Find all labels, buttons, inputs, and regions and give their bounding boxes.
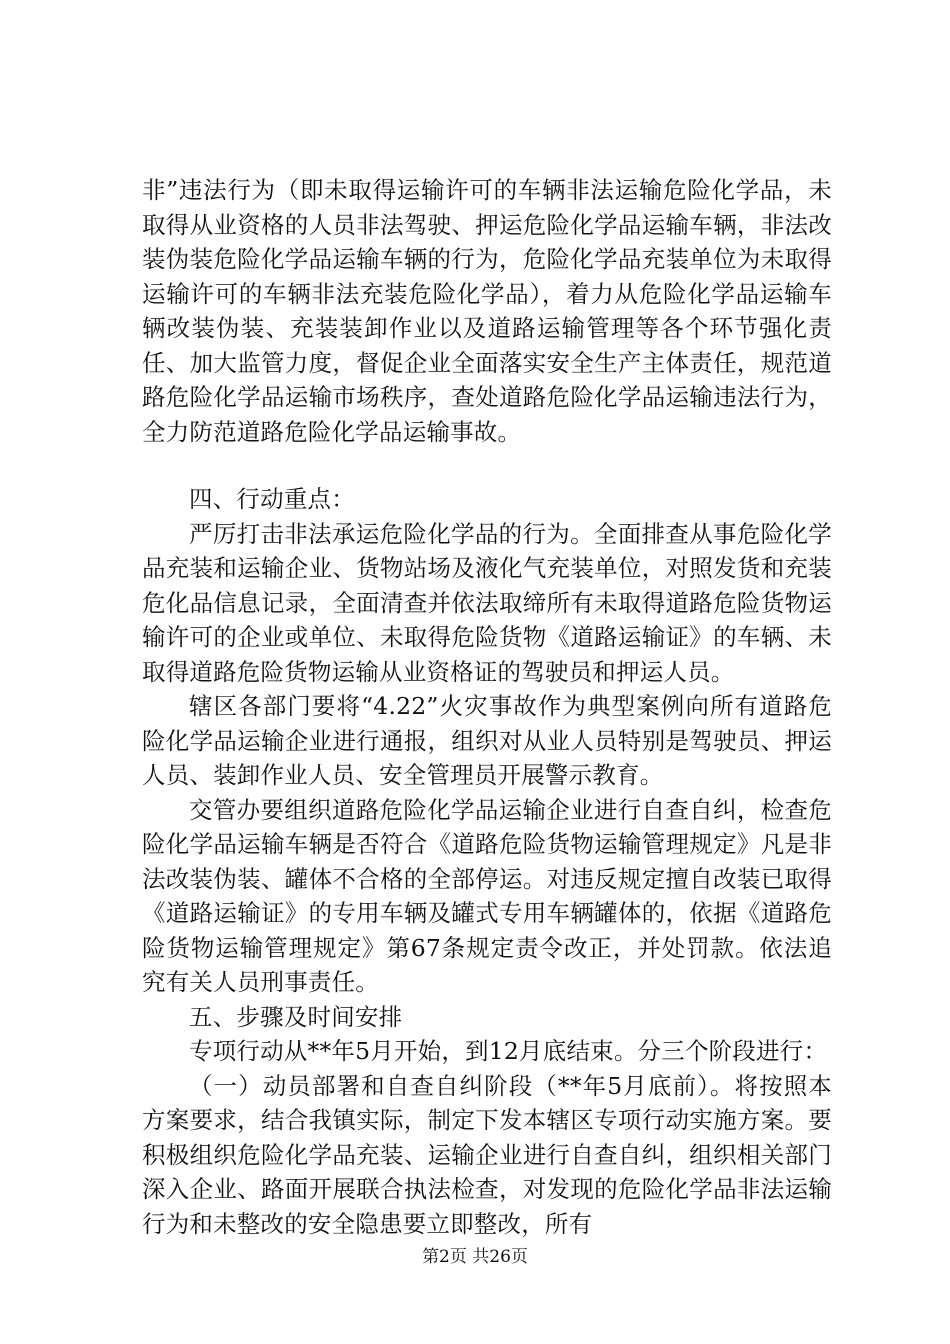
paragraph-gap xyxy=(142,449,832,482)
paragraph-schedule-overview: 专项行动从**年5月开始，到12月底结束。分三个阶段进行： xyxy=(189,1037,828,1065)
paragraph-intro-continued: 非”违法行为（即未取得运输许可的车辆非法运输危险化学品，未取得从业资格的人员非法驾驶、押运危险化学品运输车辆，非法改装伪装危险化学品运输车辆的行为，危险化学品充装单位为未取得运输许可的车辆非法充装危险化学品），着力从危险化学品运输车辆改装伪装、充装装卸作业以及道路运输管理等各个环节强化责任、加大监管力度，督促企业全面落实安全生产主体责任，规范道路危险化学品运输市场秩序，查处道路危险化学品运输违法行为，全力防范道路危险化学品运输事故。 xyxy=(142,176,832,446)
paragraph-crackdown: 严厉打击非法承运危险化学品的行为。全面排查从事危险化学品充装和运输企业、货物站场及液化气充装单位，对照发货和充装危化品信息记录，全面清查并依法取缔所有未取得道路危险货物运输许可的企业或单位、未取得危险货物《道路运输证》的车辆、未取得道路危险货物运输从业资格证的驾驶员和押运人员。 xyxy=(142,519,832,686)
paragraph-case-notice: 辖区各部门要将“4.22”火灾事故作为典型案例向所有道路危险化学品运输企业进行通报，组织对从业人员特别是驾驶员、押运人员、装卸作业人员、安全管理员开展警示教育。 xyxy=(142,692,832,789)
page-footer: 第2页 共26页 xyxy=(422,1247,528,1267)
document-body xyxy=(142,173,832,1241)
section-heading-action-focus: 四、行动重点： xyxy=(189,485,355,513)
paragraph-self-inspection: 交管办要组织道路危险化学品运输企业进行自查自纠，检查危险化学品运输车辆是否符合《道路危险货物运输管理规定》凡是非法改装伪装、罐体不合格的全部停运。对违反规定擅自改装已取得《道路运输证》的专用车辆及罐式专用车辆罐体的，依据《道路危险货物运输管理规定》第67条规定责令改正，并处罚款。依法追究有关人员刑事责任。 xyxy=(142,795,832,996)
paragraph-phase-one: （一）动员部署和自查自纠阶段（**年5月底前）。将按照本方案要求，结合我镇实际，制定下发本辖区专项行动实施方案。要积极组织危险化学品充装、运输企业进行自查自纠，组织相关部门深入企业、路面开展联合执法检查，对发现的危险化学品非法运输行为和未整改的安全隐患要立即整改，所有 xyxy=(142,1071,832,1238)
section-heading-schedule: 五、步骤及时间安排 xyxy=(189,1002,403,1031)
